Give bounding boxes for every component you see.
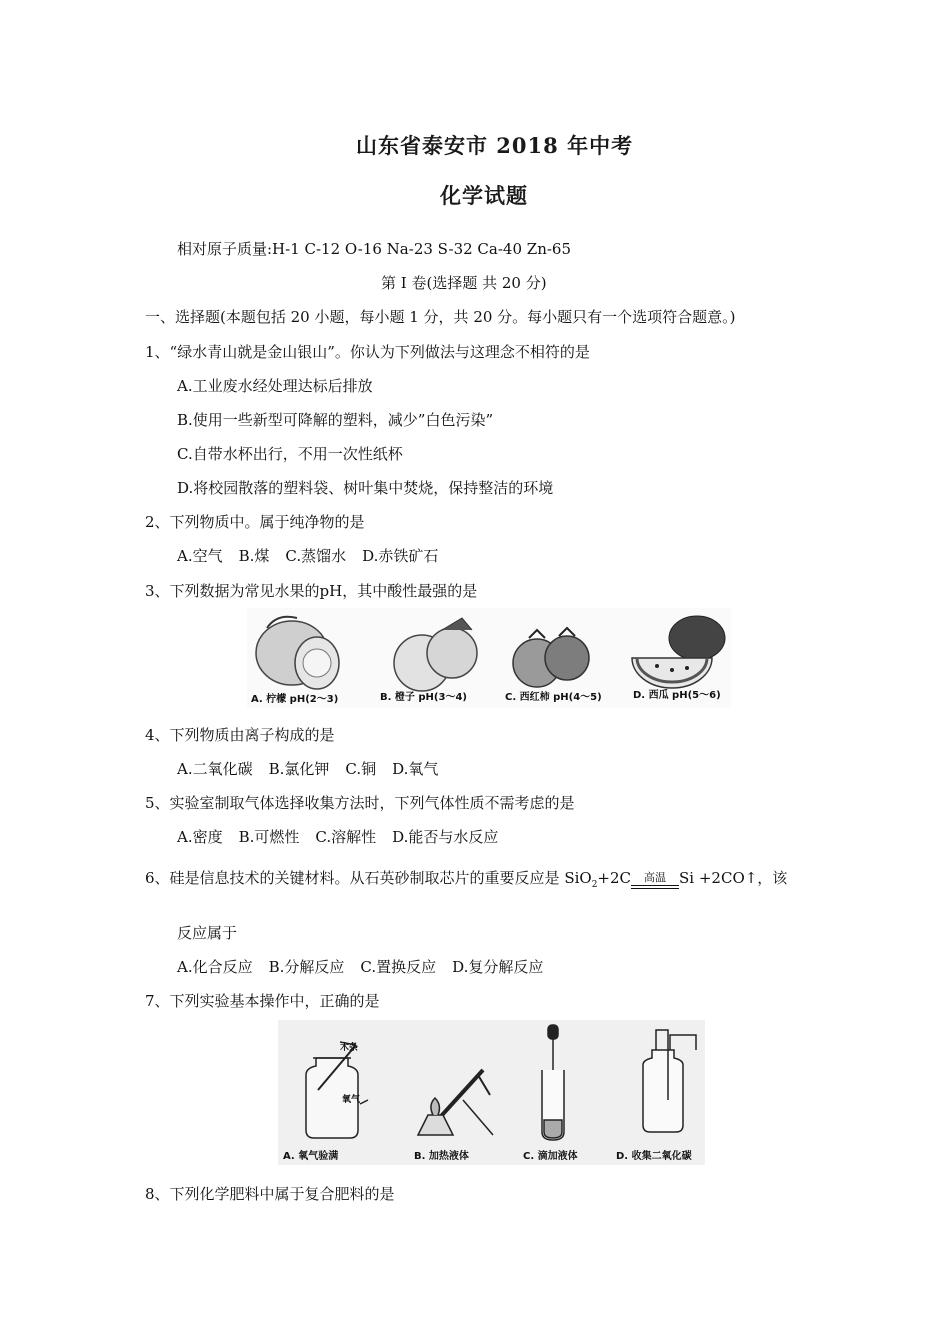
label-oxygen: 氧气 (342, 1095, 361, 1105)
option-b: B.煤 (238, 547, 270, 565)
question-6-stem (145, 868, 787, 895)
question-7-stem: 7、下列实验基本操作中，正确的是 (145, 992, 380, 1010)
section-heading: 第 I 卷(选择题 共 20 分) (381, 274, 547, 292)
condition-label: 高温 (644, 871, 667, 884)
reaction-condition (631, 871, 679, 889)
question-4-options (177, 759, 454, 779)
caption-oxygen-test: A. 氧气验满 (283, 1151, 339, 1162)
question-5-stem: 5、实验室制取气体选择收集方法时，下列气体性质不需考虑的是 (145, 794, 575, 812)
atomic-mass-line: 相对原子质量:H-1 C-12 O-16 Na-23 S-32 Ca-40 Zn-65 (177, 240, 572, 258)
double-bar (631, 885, 679, 889)
caption-tomato: C. 西红柿 pH(4～5) (505, 692, 602, 703)
question-4-stem: 4、下列物质由离子构成的是 (145, 726, 335, 744)
label-wood-splint: 木条 (340, 1043, 359, 1053)
option-a: A.密度 (177, 828, 223, 846)
question-2-options (177, 546, 454, 566)
question-8-stem: 8、下列化学肥料中属于复合肥料的是 (145, 1185, 395, 1203)
option-c: C.蒸馏水 (285, 547, 347, 565)
instructions: 一、选择题(本题包括 20 小题，每小题 1 分，共 20 分。每小题只有一个选项符合题意。) (145, 308, 736, 326)
q6-subscript: 2 (591, 880, 598, 890)
caption-heating-liquid: B. 加热液体 (414, 1151, 469, 1162)
orange-image (394, 618, 477, 691)
caption-lemon: A. 柠檬 pH(2～3) (251, 694, 339, 705)
option-d: D.赤铁矿石 (362, 547, 439, 565)
oxygen-test-apparatus (306, 1042, 368, 1138)
lab-operations-figure (278, 1020, 705, 1165)
question-1-stem: 1、“绿水青山就是金山银山”。你认为下列做法与这理念不相符的是 (145, 343, 590, 361)
dropping-liquid-apparatus (542, 1025, 564, 1140)
option-d: D.氧气 (392, 760, 439, 778)
caption-orange: B. 橙子 pH(3～4) (380, 692, 467, 703)
question-1-option-d: D.将校园散落的塑料袋、树叶集中焚烧，保持整洁的环境 (177, 479, 554, 497)
watermelon-image (632, 616, 725, 688)
question-1-option-b: B.使用一些新型可降解的塑料，减少”白色污染” (177, 411, 494, 429)
option-d: D.复分解反应 (452, 958, 544, 976)
exam-title: 山东省泰安市 2018 年中考 (356, 133, 634, 158)
caption-dropping-liquid: C. 滴加液体 (523, 1151, 578, 1162)
co2-collection-apparatus (643, 1030, 696, 1132)
q6-text-before: 6、硅是信息技术的关键材料。从石英砂制取芯片的重要反应是 SiO (145, 869, 592, 887)
tomato-image (513, 628, 589, 687)
fruit-ph-figure (247, 608, 731, 708)
question-1-option-a: A.工业废水经处理达标后排放 (177, 377, 373, 395)
option-c: C.置换反应 (360, 958, 437, 976)
option-a: A.空气 (177, 547, 223, 565)
option-b: B.氯化钾 (268, 760, 330, 778)
option-c: C.铜 (345, 760, 377, 778)
option-a: A.二氧化碳 (177, 760, 253, 778)
caption-watermelon: D. 西瓜 pH(5～6) (633, 690, 721, 701)
q6-text-mid: +2C (597, 869, 632, 887)
question-6-stem-cont: 反应属于 (177, 924, 238, 942)
question-6-options (177, 957, 559, 977)
caption-collect-co2: D. 收集二氧化碳 (616, 1151, 692, 1162)
option-a: A.化合反应 (177, 958, 253, 976)
option-b: B.分解反应 (268, 958, 345, 976)
question-5-options (177, 827, 514, 847)
lemon-image (256, 617, 339, 689)
heating-liquid-apparatus (418, 1070, 493, 1135)
option-b: B.可燃性 (238, 828, 300, 846)
option-c: C.溶解性 (315, 828, 377, 846)
q6-text-after: Si +2CO↑，该 (679, 869, 788, 887)
exam-subtitle: 化学试题 (440, 183, 528, 208)
question-2-stem: 2、下列物质中。属于纯净物的是 (145, 513, 365, 531)
question-3-stem: 3、下列数据为常见水果的pH，其中酸性最强的是 (145, 582, 478, 600)
question-1-option-c: C.自带水杯出行，不用一次性纸杯 (177, 445, 403, 463)
option-d: D.能否与水反应 (392, 828, 499, 846)
